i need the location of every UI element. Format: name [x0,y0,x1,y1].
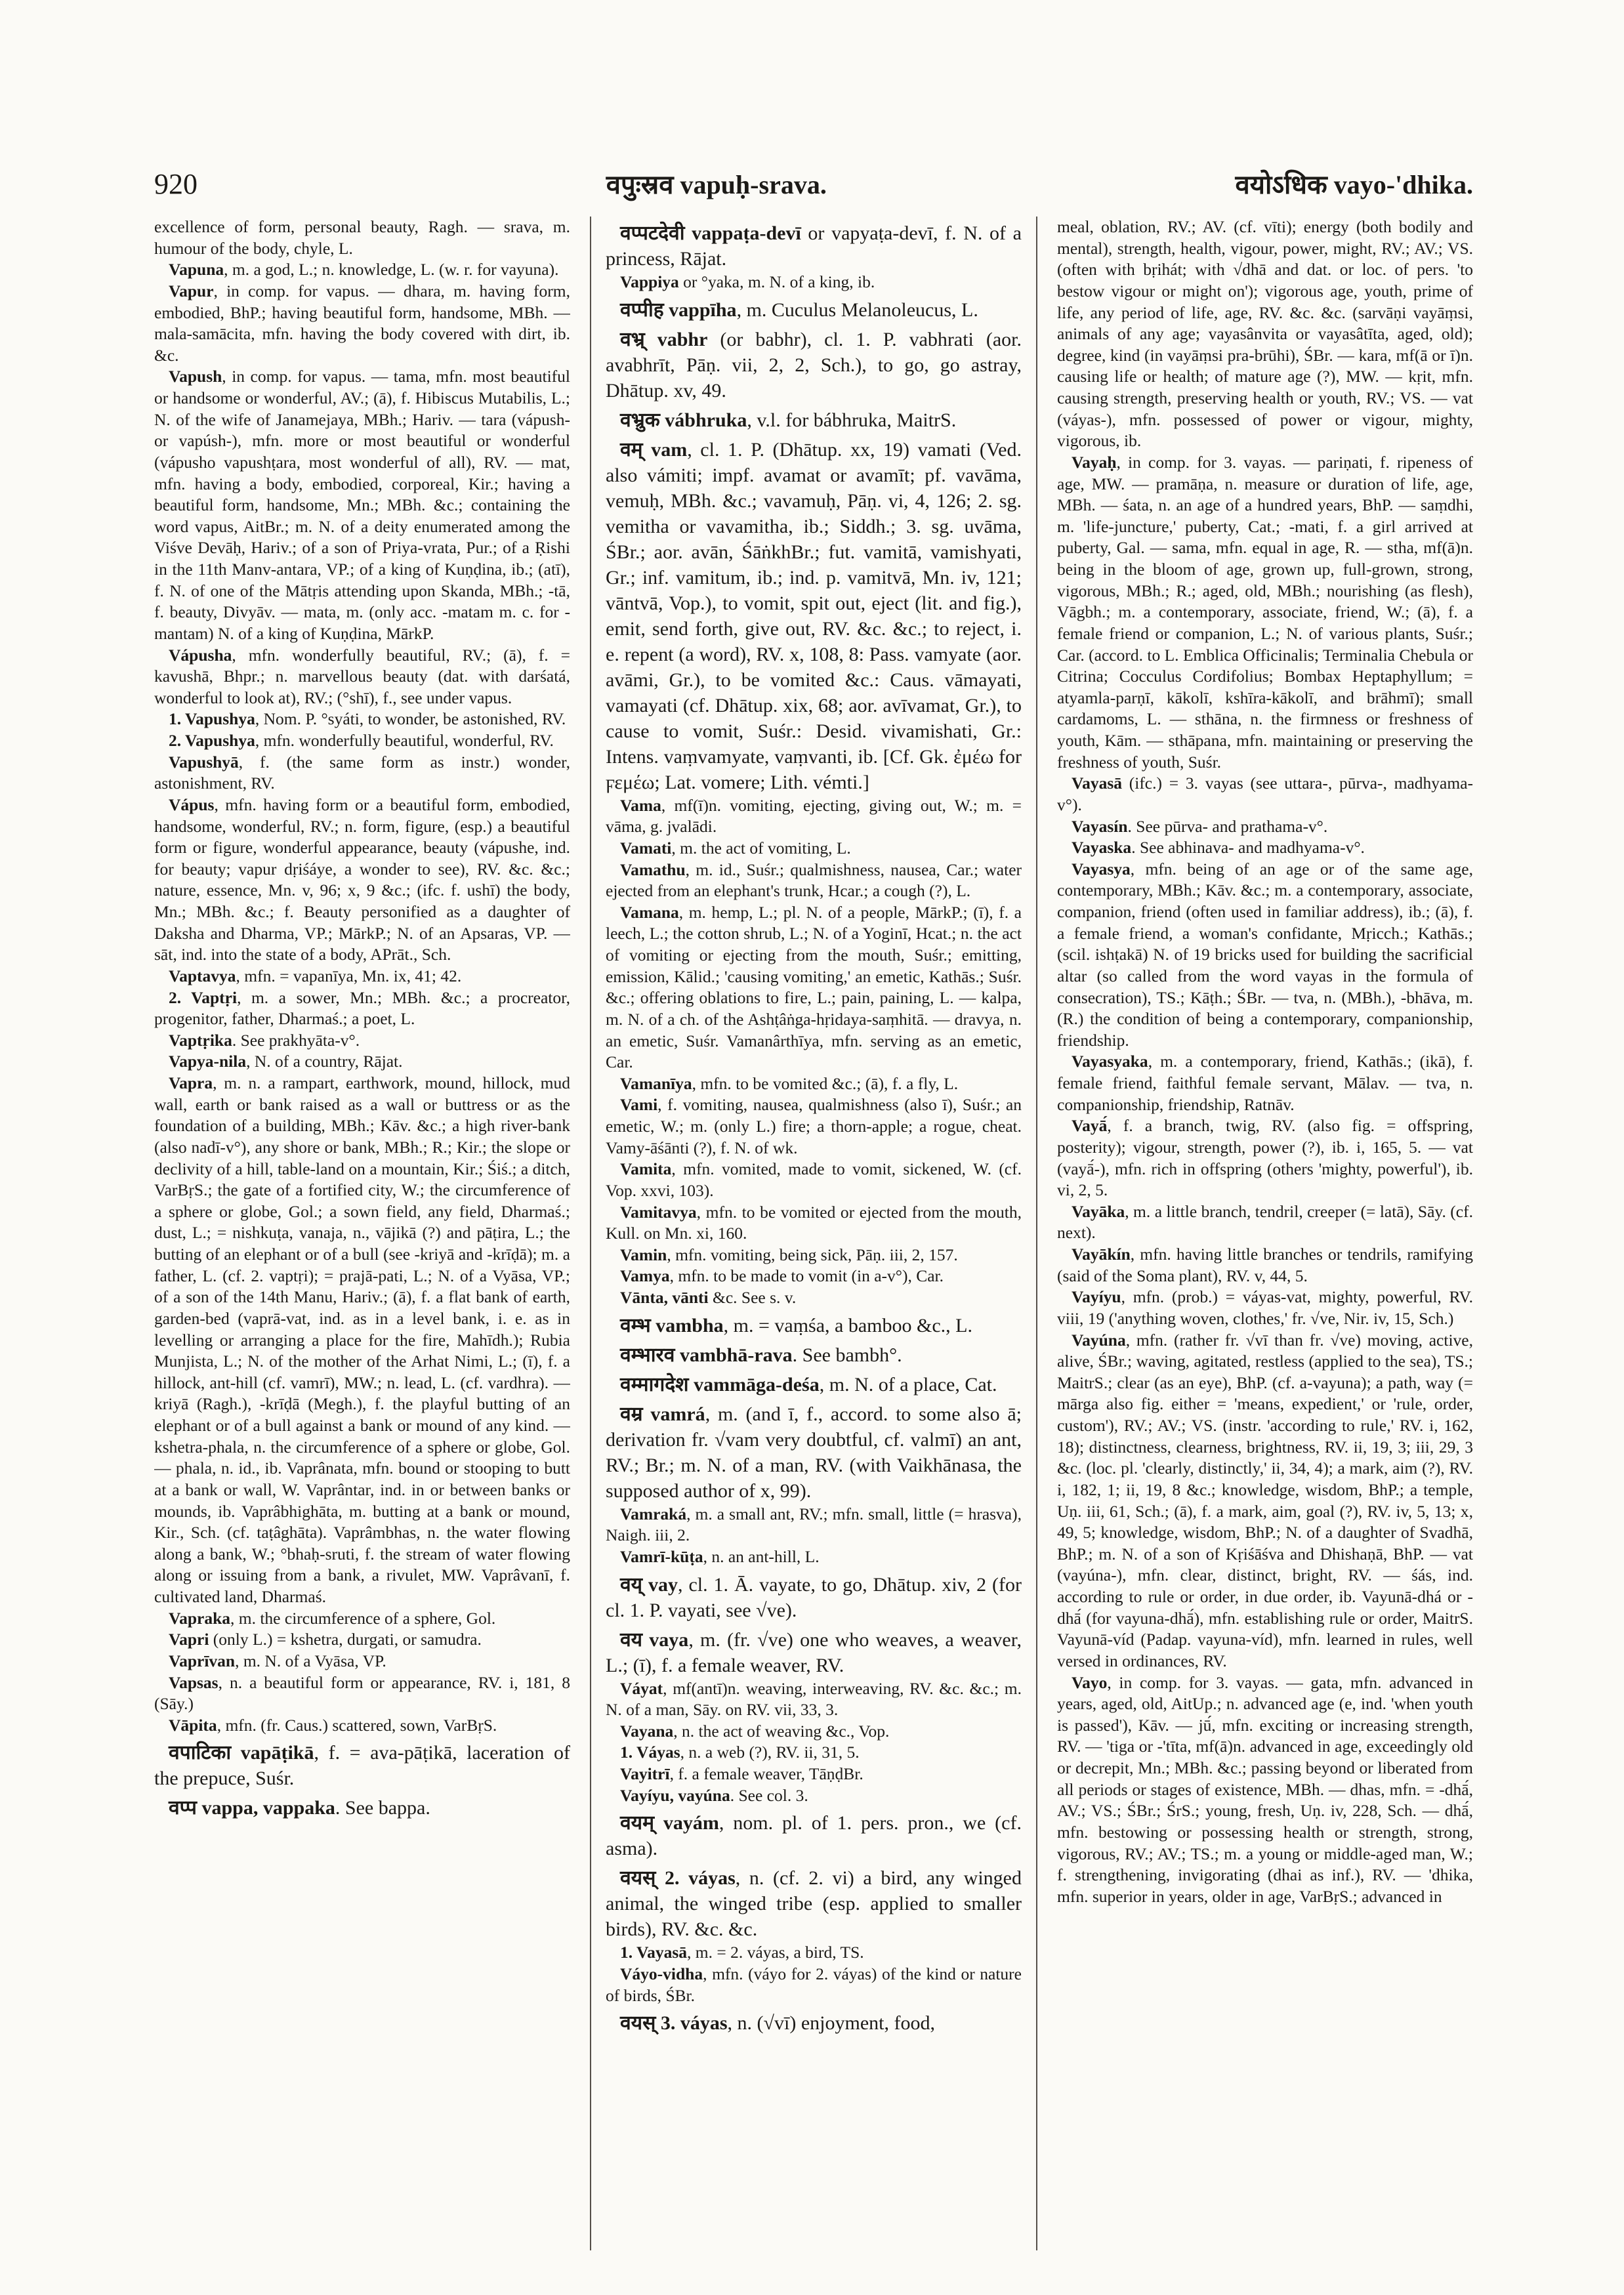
entry-headword: वय् vay [620,1573,678,1596]
dictionary-entry [606,1627,1022,1678]
entry-headword: Vayākín [1072,1245,1131,1264]
entry-headword: Vamathu [620,859,686,879]
entry-definition: , m. id., Suśr.; qualmishness, nausea, Car.; water ejected from an elephant's trunk, Hcar.; a cough (?), L. [606,859,1022,901]
entry-definition: , mfn. wonderfully beautiful, RV.; (ā), f. = kavushā, Bhpr.; n. marvellous beauty (dat. with darśatá, wonderful to look at), RV.; (°shī), f., see under vapus. [154,645,570,707]
dictionary-entry [154,217,570,259]
dictionary-entry [606,1159,1022,1201]
entry-definition: (only L.) = kshetra, durgati, or samudra. [209,1630,482,1649]
entry-definition: , m. N. of a Vyāsa, VP. [235,1651,386,1670]
dictionary-entry [1057,816,1473,838]
dictionary-entry [606,407,1022,433]
dictionary-entry [606,902,1022,1073]
entry-headword: Vayasā [1072,774,1122,793]
dictionary-entry [154,366,570,644]
entry-headword: Vapuna [169,260,224,279]
dictionary-entry [606,1372,1022,1397]
entry-definition: , mfn. (fr. Caus.) scattered, sown, VarBṛS. [217,1715,497,1735]
entry-headword: वयस् 2. váyas [620,1867,736,1890]
entry-definition: or vapyaṭa-devī, f. N. of a princess, Rājat. [606,222,1022,270]
dictionary-entry [606,272,1022,293]
entry-headword: Vayúna [1072,1330,1126,1350]
entry-definition: , mfn. to be vomited &c.; (ā), f. a fly, L. [692,1073,959,1093]
entry-definition: , f. a branch, twig, RV. (also fig. = offspring, posterity); vigour, strength, power (?), ib. i, 165, 5. — vat (vayā́-), mfn. rich in offspring (others 'mighty, powerful'), ib. vi, 2, 5. [1057,1116,1473,1200]
entry-headword: वम्मागदेश vammāga-deśa [620,1373,820,1396]
entry-definition: , f. a female weaver, TāṇḍBr. [669,1764,864,1783]
entry-definition: . See col. 3. [730,1785,808,1805]
entry-definition: , m. = vaṃśa, a bamboo &c., L. [723,1314,972,1336]
entry-definition: , mfn. to be made to vomit (in a-v°), Car. [669,1266,944,1286]
dictionary-entry [154,1651,570,1672]
entry-definition: excellence of form, personal beauty, Ragh. — srava, m. humour of the body, chyle, L. [154,217,570,258]
entry-definition: , mfn. to be vomited or ejected from the mouth, Kull. on Mn. xi, 160. [606,1202,1022,1243]
column-3 [1057,217,1473,2250]
entry-headword: Vamana [620,902,679,922]
dictionary-entry [154,1795,570,1821]
entry-headword: Vama [620,795,661,815]
page-header [154,165,1473,207]
entry-definition: , m. a contemporary, friend, Kathās.; (ikā), f. female friend, faithful female servant, Mālav. — tva, n. companionship, friendship, Ratnāv. [1057,1052,1473,1114]
dictionary-entry [606,838,1022,859]
left-running-head: वपुःस्रव vapuḥ-srava. [606,170,827,199]
dictionary-entry [154,1073,570,1608]
dictionary-entry [606,1785,1022,1807]
page-number: 920 [154,168,198,200]
entry-definition: , mfn. (váyo for 2. váyas) of the kind or nature of birds, ŚBr. [606,1964,1022,2005]
entry-headword: Vapra [169,1073,213,1092]
dictionary-entry [606,859,1022,902]
entry-headword: वम्भारव vambhā-rava [620,1344,793,1366]
entry-definition: , mfn. having form or a beautiful form, embodied, handsome, wonderful, RV.; n. form, figure, (esp.) a beautiful form or figure, wonderful appearance, beauty (vápushe, ind. for beauty; vapur dṛiśáye, a wonder to see), RV. &c. &c.; nature, essence, Mn. v, 96; x, 9 &c.; (ifc. f. ushī) the body, Mn.; MBh. &c.; f. Beauty personified as a daughter of Daksha and Dharma, VP.; MārkP.; N. of an Apsaras, VP. — sāt, ind. into the state of a body, APrāt., Sch. [154,795,570,964]
entry-headword: 2. Vapushya [169,731,255,750]
entry-headword: Vápus [169,795,215,814]
entry-headword: Vapsas [169,1672,219,1692]
entry-definition: , m. = 2. váyas, a bird, TS. [687,1943,864,1962]
entry-definition: , m. the act of vomiting, L. [671,838,851,858]
dictionary-entry [154,966,570,987]
entry-definition: , mfn. vomited, made to vomit, sickened, W. (cf. Vop. xxvi, 103). [606,1159,1022,1200]
entry-headword: वप्पीह vappīha [620,299,737,321]
dictionary-entry [606,1401,1022,1504]
entry-headword: Vayitrī [620,1764,670,1783]
entry-headword: Vamita [620,1159,672,1179]
entry-definition: , mfn. having little branches or tendrils, ramifying (said of the Soma plant), RV. v, 44, 5. [1057,1245,1473,1285]
entry-definition: , n. a web (?), RV. ii, 31, 5. [680,1743,860,1762]
entry-definition: , m. a small ant, RV.; mfn. small, little (= hrasva), Naigh. iii, 2. [606,1504,1022,1545]
entry-definition: . See bambh°. [792,1344,902,1366]
entry-definition: , f. (the same form as instr.) wonder, astonishment, RV. [154,752,570,793]
entry-headword: Váyat [620,1678,663,1698]
column-1 [154,217,570,2250]
entry-definition: , m. the circumference of a sphere, Gol. [230,1608,496,1628]
entry-headword: Vānta, vānti [620,1288,709,1307]
dictionary-entry [1057,1287,1473,1329]
entry-headword: वम्भ vambha [620,1314,724,1336]
entry-definition: or °yaka, m. N. of a king, ib. [678,272,875,291]
dictionary-entry [606,297,1022,323]
dictionary-entry [1057,1051,1473,1115]
entry-definition: . See abhinava- and madhyama-v°. [1131,838,1365,858]
entry-headword: Vayāka [1072,1201,1125,1221]
entry-headword: Vaptavya [169,966,236,985]
dictionary-entry [606,1942,1022,1964]
entry-definition: , cl. 1. Ā. vayate, to go, Dhātup. xiv, 2 (for cl. 1. P. vayati, see √ve). [606,1573,1022,1621]
dictionary-entry [154,1672,570,1715]
dictionary-entry [606,1266,1022,1287]
dictionary-entry [606,795,1022,838]
dictionary-entry [606,220,1022,272]
entry-definition: , Nom. P. °syáti, to wonder, be astonished, RV. [255,709,566,729]
entry-headword: वय vaya [620,1628,689,1651]
entry-headword: वभ्रुक vábhruka [620,409,747,431]
dictionary-entry [606,1810,1022,1861]
entry-definition: , m. (and ī, f., accord. to some also ā; derivation fr. √vam very doubtful, cf. valmī) an ant, RV.; Br.; m. N. of a man, RV. (with Vaikhānasa, the supposed author of x, 99). [606,1403,1022,1502]
entry-headword: Vayasyaka [1072,1052,1148,1071]
entry-definition: &c. See s. v. [708,1288,797,1307]
entry-headword: Vapush [169,367,222,386]
entry-headword: Vayana [620,1721,674,1741]
entry-definition: , mfn. (prob.) = váyas-vat, mighty, powerful, RV. viii, 19 ('anything woven, clothes,' fr. √ve, Nir. iv, 15, Sch.) [1057,1287,1473,1328]
dictionary-entry [606,1342,1022,1368]
entry-headword: Vamin [620,1245,667,1264]
entry-headword: वप्पटदेवी vappaṭa-devī [620,222,801,244]
dictionary-entry [1057,217,1473,452]
dictionary-entry [154,730,570,752]
entry-definition: . See prakhyāta-v°. [232,1030,360,1050]
dictionary-entry [154,1629,570,1651]
dictionary-entry [1057,1672,1473,1908]
entry-definition: (ifc.) = 3. vayas (see uttara-, pūrva-, madhyama-v°). [1057,774,1473,814]
entry-definition: , n. (√vī) enjoyment, food, [727,2012,935,2035]
entry-definition: , cl. 1. P. (Dhātup. xx, 19) vamati (Ved. also vámiti; impf. avamat or avamīt; pf. vavāma, vemuḥ, MBh. &c.; vavamuḥ, Pāṇ. vi, 4, 126; 2. sg. vemitha or vavamitha, ib.; Siddh.; 3. sg. uvāma, ŚBr.; aor. avān, ŚāṅkhBr.; fut. vamitā, vamishyati, Gr.; inf. vamitum, ib.; ind. p. vamitvā, Mn. iv, 121; vāntvā, Vop.), to vomit, spit out, eject (lit. and fig.), emit, send forth, give out, RV. &c. &c.; to reject, i. e. repent (a word), RV. x, 108, 8: Pass. vamyate (aor. avāmi, Gr.), to be vomited &c.: Caus. vāmayati, vamayati (cf. Dhātup. xix, 68; aor. avīvamat, Gr.), to cause to vomit, Suśr.: Desid. vivamishati, Gr.: Intens. vaṃvamyate, vaṃvanti, ib. [Cf. Gk. ἐμέω for ϝεμέω; Lat. vomere; Lith. vémti.] [606,438,1022,793]
entry-headword: Vamya [620,1266,670,1286]
entry-headword: Vamati [620,838,672,858]
entry-headword: Vāpita [169,1715,217,1735]
dictionary-entry [154,1740,570,1791]
dictionary-entry [1057,452,1473,773]
entry-headword: Vayasya [1072,859,1131,879]
entry-headword: वम् vam [620,438,688,461]
entry-definition: , m. Cuculus Melanoleucus, L. [736,299,978,321]
entry-headword: वम्र vamrá [620,1403,705,1425]
dictionary-entry [154,1715,570,1737]
entry-definition: , mfn. wonderfully beautiful, wonderful, RV. [255,731,554,750]
entry-definition: , m. (fr. √ve) one who weaves, a weaver, L.; (ī), f. a female weaver, RV. [606,1628,1022,1676]
column-2 [590,217,1037,2250]
entry-headword: वप्प vappa, vappaka [169,1797,335,1819]
dictionary-entry [606,1721,1022,1743]
entry-definition: , m. N. of a place, Cat. [819,1373,997,1396]
entry-headword: वयम् vayám [620,1812,719,1834]
dictionary-entry [606,1964,1022,2006]
entry-headword: Váyo-vidha [620,1964,703,1983]
entry-headword: Vamitavya [620,1202,697,1222]
dictionary-entry [154,259,570,281]
entry-definition: , n. a beautiful form or appearance, RV. i, 181, 8 (Sāy.) [154,1672,570,1714]
entry-definition: , in comp. for 3. vayas. — gata, mfn. advanced in years, aged, old, AitUp.; n. advanced age (e, ind. 'when youth is passed'), Kāv. — jū́, mfn. exciting or increasing strength, RV. — 'tiga or -'tīta, mf(ā)n. advanced in age, exceedingly old or decrepit, Mn.; MBh. &c.; passing beyond or liberated from all periods or stages of existence, MBh. — dhas, mfn. = -dhā́, AV.; VS.; ŚBr.; ŚrS.; young, fresh, Uṇ. iv, 228, Sch. — dhā́, mfn. bestowing or possessing health or strength, strong, vigorous, RV.; AV.; TS.; m. a young or middle-aged man, W.; f. strengthening, invigorating (dhai as inf.), RV. — 'dhika, mfn. superior in years, older in age, VarBṛS.; advanced in [1057,1672,1473,1906]
entry-definition: , mf(ī)n. vomiting, ejecting, giving out, W.; m. = vāma, g. jvalādi. [606,795,1022,837]
entry-headword: 2. Vaptṛi [169,987,238,1007]
entry-headword: वपाटिका vapāṭikā [169,1742,314,1764]
dictionary-entry [606,1073,1022,1095]
entry-headword: Vaprīvan [169,1651,236,1670]
entry-definition: , n. the act of weaving &c., Vop. [673,1721,890,1741]
dictionary-entry [606,2010,1022,2036]
dictionary-entry [606,1742,1022,1764]
entry-definition: , in comp. for 3. vayas. — pariṇati, f. ripeness of age, MW. — pramāṇa, n. measure or duration of life, age, MBh. — śata, n. an age of a hundred years, BhP. — saṃdhi, m. 'life-juncture,' puberty, Cat.; -mati, f. a girl arrived at puberty, Gal. — sama, mfn. equal in age, R. — stha, mf(ā)n. being in the bloom of age, grown up, full-grown, strong, vigorous, MBh.; R.; aged, old, MBh.; nourishing (as flesh), Vāgbh.; m. a contemporary, associate, friend, W.; (ā), f. a female friend or companion, L.; N. of various plants, Suśr.; Car. (accord. to L. Emblica Officinalis; Terminalia Chebula or Citrina; Cocculus Cordifolius; Bombax Heptaphyllum; = atyamla-parṇī, kākolī, kshīra-kākolī, and brāhmī); small cardamoms, L. — sthāna, n. the firmness or freshness of youth, Kām. — sthāpana, mfn. maintaining or preserving the freshness of youth, Suśr. [1057,452,1473,772]
text-columns [154,217,1473,2250]
dictionary-entry [606,1202,1022,1245]
dictionary-entry [154,1608,570,1630]
entry-headword: Vaptṛika [169,1030,232,1050]
entry-definition: , n. (cf. 2. vi) a bird, any winged animal, the winged tribe (esp. applied to smaller birds), RV. &c. &c. [606,1867,1022,1941]
entry-headword: Vamanīya [620,1073,692,1093]
entry-headword: 1. Váyas [620,1743,680,1762]
entry-definition: , m. a sower, Mn.; MBh. &c.; a procreator, progenitor, father, Dharmaś.; a poet, L. [154,987,570,1029]
dictionary-entry [154,1051,570,1073]
dictionary-entry [154,795,570,966]
entry-headword: Vayā́ [1072,1116,1108,1136]
dictionary-entry [154,987,570,1030]
dictionary-entry [154,752,570,795]
entry-definition: , f. vomiting, nausea, qualmishness (also ī), Suśr.; an emetic, W.; m. (only L.) fire; a thorn-apple; a rogue, cheat. Vamy-āśānti (?), f. N. of wk. [606,1095,1022,1157]
entry-headword: Vamraká [620,1504,687,1523]
entry-definition: , in comp. for vapus. — dhara, m. having form, embodied, BhP.; having beautiful form, handsome, MBh. — mala-samācita, mfn. having the body covered with dirt, ib. &c. [154,281,570,365]
dictionary-entry [1057,859,1473,1052]
dictionary-entry [606,1865,1022,1942]
entry-definition: , mfn. being of an age or of the same age, contemporary, MBh.; Kāv. &c.; m. a contemporary, associate, companion, friend (often used in familiar address), ib.; (ā), f. a female friend, a woman's confidante, Mṛicch.; Kathās.; (scil. ishṭakā) N. of 19 bricks used for building the sacrificial altar (so called from the word vayas in the formula of consecration), TS.; Kāṭh.; ŚBr. — tva, n. (MBh.), -bhāva, m. (R.) the condition of being a contemporary, companionship, friendship. [1057,859,1473,1050]
entry-headword: Vapraka [169,1608,231,1628]
entry-headword: Vapri [169,1630,209,1649]
dictionary-entry [606,437,1022,795]
entry-headword: Vamrī-kūṭa [620,1546,703,1566]
entry-definition: , mfn. vomiting, being sick, Pāṇ. iii, 2, 157. [667,1245,958,1264]
dictionary-entry [1057,837,1473,859]
dictionary-entry [606,327,1022,403]
entry-definition: , mfn. = vapanīya, Mn. ix, 41; 42. [236,966,462,985]
dictionary-entry [606,1678,1022,1721]
entry-definition: , m. n. a rampart, earthwork, mound, hillock, mud wall, earth or bank raised as a wall or buttress or as the foundation of a building, MBh.; Kāv. &c.; a high river-bank (also nadī-v°), any shore or bank, MBh.; R.; Kir.; the slope or declivity of a hill, table-land on a mountain, Kir.; Śiś.; a ditch, VarBṛS.; the gate of a fortified city, W.; the circumference of a sphere or globe, Gol.; a sown field, any field, Dharmaś.; dust, L.; = nishkuṭa, vanaja, n., vājikā (?) and pāṭira, L.; the butting of an elephant or of a bull (see -kriyā and -krīḍā); m. a father, L. (cf. 2. vaptṛi); = prajā-pati, L.; N. of a Vyāsa, VP.; of a son of the 14th Manu, Hariv.; (ā), f. a flat bank of earth, garden-bed (vaprā-vat, ind. as in a level bank, i. e. as in levelling or arranging a place for the fire, Mahīdh.); Rubia Munjista, L.; N. of the mother of the Arhat Nimi, L.; (ī), f. a hillock, ant-hill (cf. vamrī), MW.; n. lead, L. (cf. vardhra). — kriyā (Ragh.), -krīḍā (Megh.), f. the playful butting of an elephant or of a bull against a bank or mound of any kind. — kshetra-phala, n. the circumference of a sphere or globe, Gol. — phala, n. id., ib. Vaprânata, mfn. bound or stooping to butt at a bank or wall, W. Vaprântar, ind. in or between banks or mounds, ib. Vaprâbhighāta, m. butting at a bank or mound, Kir., Sch. (cf. taṭâghāta). Vaprâmbhas, n. the water flowing along a bank, W.; °bhaḥ-sruti, f. the stream of water flowing along or issuing from a bank, a rivulet, MW. Vaprâvanī, f. cultivated land, Dharmaś. [154,1073,570,1606]
entry-headword: Vapur [169,281,214,300]
entry-headword: Vayo [1072,1672,1108,1692]
entry-definition: , f. = ava-pāṭikā, laceration of the prepuce, Suśr. [154,1742,570,1790]
entry-definition: . See bappa. [335,1797,430,1819]
entry-headword: Vapushyā [169,752,239,772]
entry-definition: , m. hemp, L.; pl. N. of a people, MārkP.; (ī), f. a leech, L.; the cotton shrub, L.; N. of a Yoginī, Hcat.; n. the act of vomiting or ejecting from the mouth, Suśr.; emitting, emission, Kālid.; 'causing vomiting,' an emetic, Kathās.; Suśr. &c.; offering oblations to fire, L.; pain, paining, L. — kalpa, m. N. of a ch. of the Ashṭâṅga-hṛidaya-saṃhitā. — dravya, n. an emetic, Suśr. Vamanârthīya, mfn. serving as an emetic, Car. [606,902,1022,1072]
dictionary-entry [1057,1244,1473,1287]
entry-definition: (or babhr), cl. 1. P. vabhrati (aor. avabhrīt, Pāṇ. vii, 2, 2, Sch.), to go, go astray, Dhātup. xv, 49. [606,328,1022,402]
entry-definition: , m. a little branch, tendril, creeper (= latā), Sāy. (cf. next). [1057,1201,1473,1243]
entry-headword: Vápusha [169,645,232,665]
entry-headword: Vayaska [1072,838,1132,858]
entry-headword: Vayasín [1072,816,1128,836]
entry-headword: 1. Vayasā [620,1943,688,1962]
entry-definition: , v.l. for bábhruka, MaitrS. [747,409,957,431]
entry-definition: meal, oblation, RV.; AV. (cf. vīti); energy (both bodily and mental), strength, health, vigour, power, might, RV.; AV.; VS. (often with bṛihát; with √dhā and dat. or loc. of pers. 'to bestow vigour or might on'); vigorous age, youth, prime of life, any period of life, age, RV. &c. &c. (sarvāṇi vayāṃsi, animals of any age; vayasânvita or vayasâtīta, aged, old); degree, kind (in vayāṃsi pra-brūhi), ŚBr. — kara, mf(ā or ī)n. causing life or health; of mature age (?), MW. — kṛit, mfn. causing strength, preserving health or youth, RV.; VS. — vat (váyas-), mfn. possessed of power or vigour, mighty, vigorous, ib. [1057,217,1473,451]
entry-headword: 1. Vapushya [169,709,255,729]
dictionary-entry [154,1030,570,1052]
entry-definition: , mfn. (rather fr. √vī than fr. √ve) moving, active, alive, ŚBr.; waving, agitated, restless (applied to the sea), TS.; MaitrS.; clear (as an eye), BhP. (cf. a-vayuna); a path, way (= mārga also fig. either = 'means, expedient,' or 'rule, order, custom'), RV.; AV.; VS. (instr. 'according to rule,' RV. i, 162, 18); distinctness, clearness, brightness, RV. ii, 19, 3; iii, 29, 3 &c. (loc. pl. 'clearly, distinctly,' ii, 34, 4); a mark, aim (?), RV. i, 182, 1; ii, 19, 8 &c.; knowledge, wisdom, BhP.; a temple, Uṇ. iii, 61, Sch.; (ā), f. a mark, aim, goal (?), RV. iv, 5, 13; x, 49, 5; knowledge, wisdom, BhP.; N. of a daughter of Svadhā, BhP.; m. N. of a son of Kṛiśāśva and Dhishaṇā, BhP. — vat (vayúna-), mfn. clear, distinct, bright, RV. — śás, ind. according to rule or order, in due order, ib. Vayunā-dhá or -dhā́ (for vayuna-dhā́), mfn. establishing rule or order, MaitrS. Vayunā-víd (Padap. vayuna-víd), mfn. learned in rules, well versed in ordinances, RV. [1057,1330,1473,1670]
entry-definition: , nom. pl. of 1. pers. pron., we (cf. asma). [606,1812,1022,1860]
entry-definition: , in comp. for vapus. — tama, mfn. most beautiful or handsome or wonderful, AV.; (ā), f. Hibiscus Mutabilis, L.; N. of the wife of Janamejaya, MBh.; Hariv. — tara (vápush- or vapúsh-), mfn. more or most beautiful or wonderful (vápusho vapushṭara, most wonderful of all), RV. — mat, mfn. having a body, embodied, corporeal, Kir.; having a beautiful form, handsome, Mn.; MBh. &c.; containing the word vapus, AitBr.; m. N. of a deity enumerated among the Viśve Devāḥ, Hariv.; of a son of Priya-vrata, Pur.; of a Ṛishi in the 11th Manv-antara, VP.; of a king of Kuṇḍina, ib.; (atī), f. N. of one of the Mātṛis attending upon Skanda, MBh.; -tā, f. beauty, Divyāv. — mata, m. (only acc. -matam m. c. for -mantam) N. of a king of Kuṇḍina, MārkP. [154,367,570,643]
dictionary-entry [606,1313,1022,1338]
entry-headword: Vappiya [620,272,679,291]
dictionary-entry [1057,1201,1473,1244]
dictionary-entry [154,645,570,709]
dictionary-entry [1057,1115,1473,1201]
dictionary-entry [154,281,570,367]
dictionary-entry [606,1546,1022,1568]
entry-headword: वभ्र् vabhr [620,328,708,350]
dictionary-entry [606,1287,1022,1309]
entry-headword: Vapya-nila [169,1052,247,1071]
entry-headword: Vami [620,1095,658,1115]
dictionary-entry [154,709,570,730]
dictionary-entry [606,1504,1022,1546]
entry-definition: . See pūrva- and prathama-v°. [1127,816,1328,836]
entry-headword: वयस् 3. váyas [620,2012,728,2035]
entry-definition: , N. of a country, Rājat. [246,1052,403,1071]
entry-headword: Vayaḥ [1072,452,1117,472]
dictionary-entry [1057,773,1473,816]
dictionary-entry [606,1572,1022,1623]
entry-headword: Vayíyu, vayúna [620,1785,730,1805]
dictionary-entry [606,1245,1022,1266]
entry-headword: Vayíyu [1072,1287,1121,1307]
entry-definition: , n. an ant-hill, L. [703,1546,820,1566]
right-running-head: वयोऽधिक vayo-'dhika. [1235,170,1473,199]
entry-definition: , m. a god, L.; n. knowledge, L. (w. r. for vayuna). [224,260,559,279]
dictionary-entry [1057,1330,1473,1672]
dictionary-entry [606,1094,1022,1159]
entry-definition: , mf(antī)n. weaving, interweaving, RV. &c. &c.; m. N. of a man, Sāy. on RV. vii, 33, 3. [606,1678,1022,1720]
dictionary-entry [606,1764,1022,1785]
